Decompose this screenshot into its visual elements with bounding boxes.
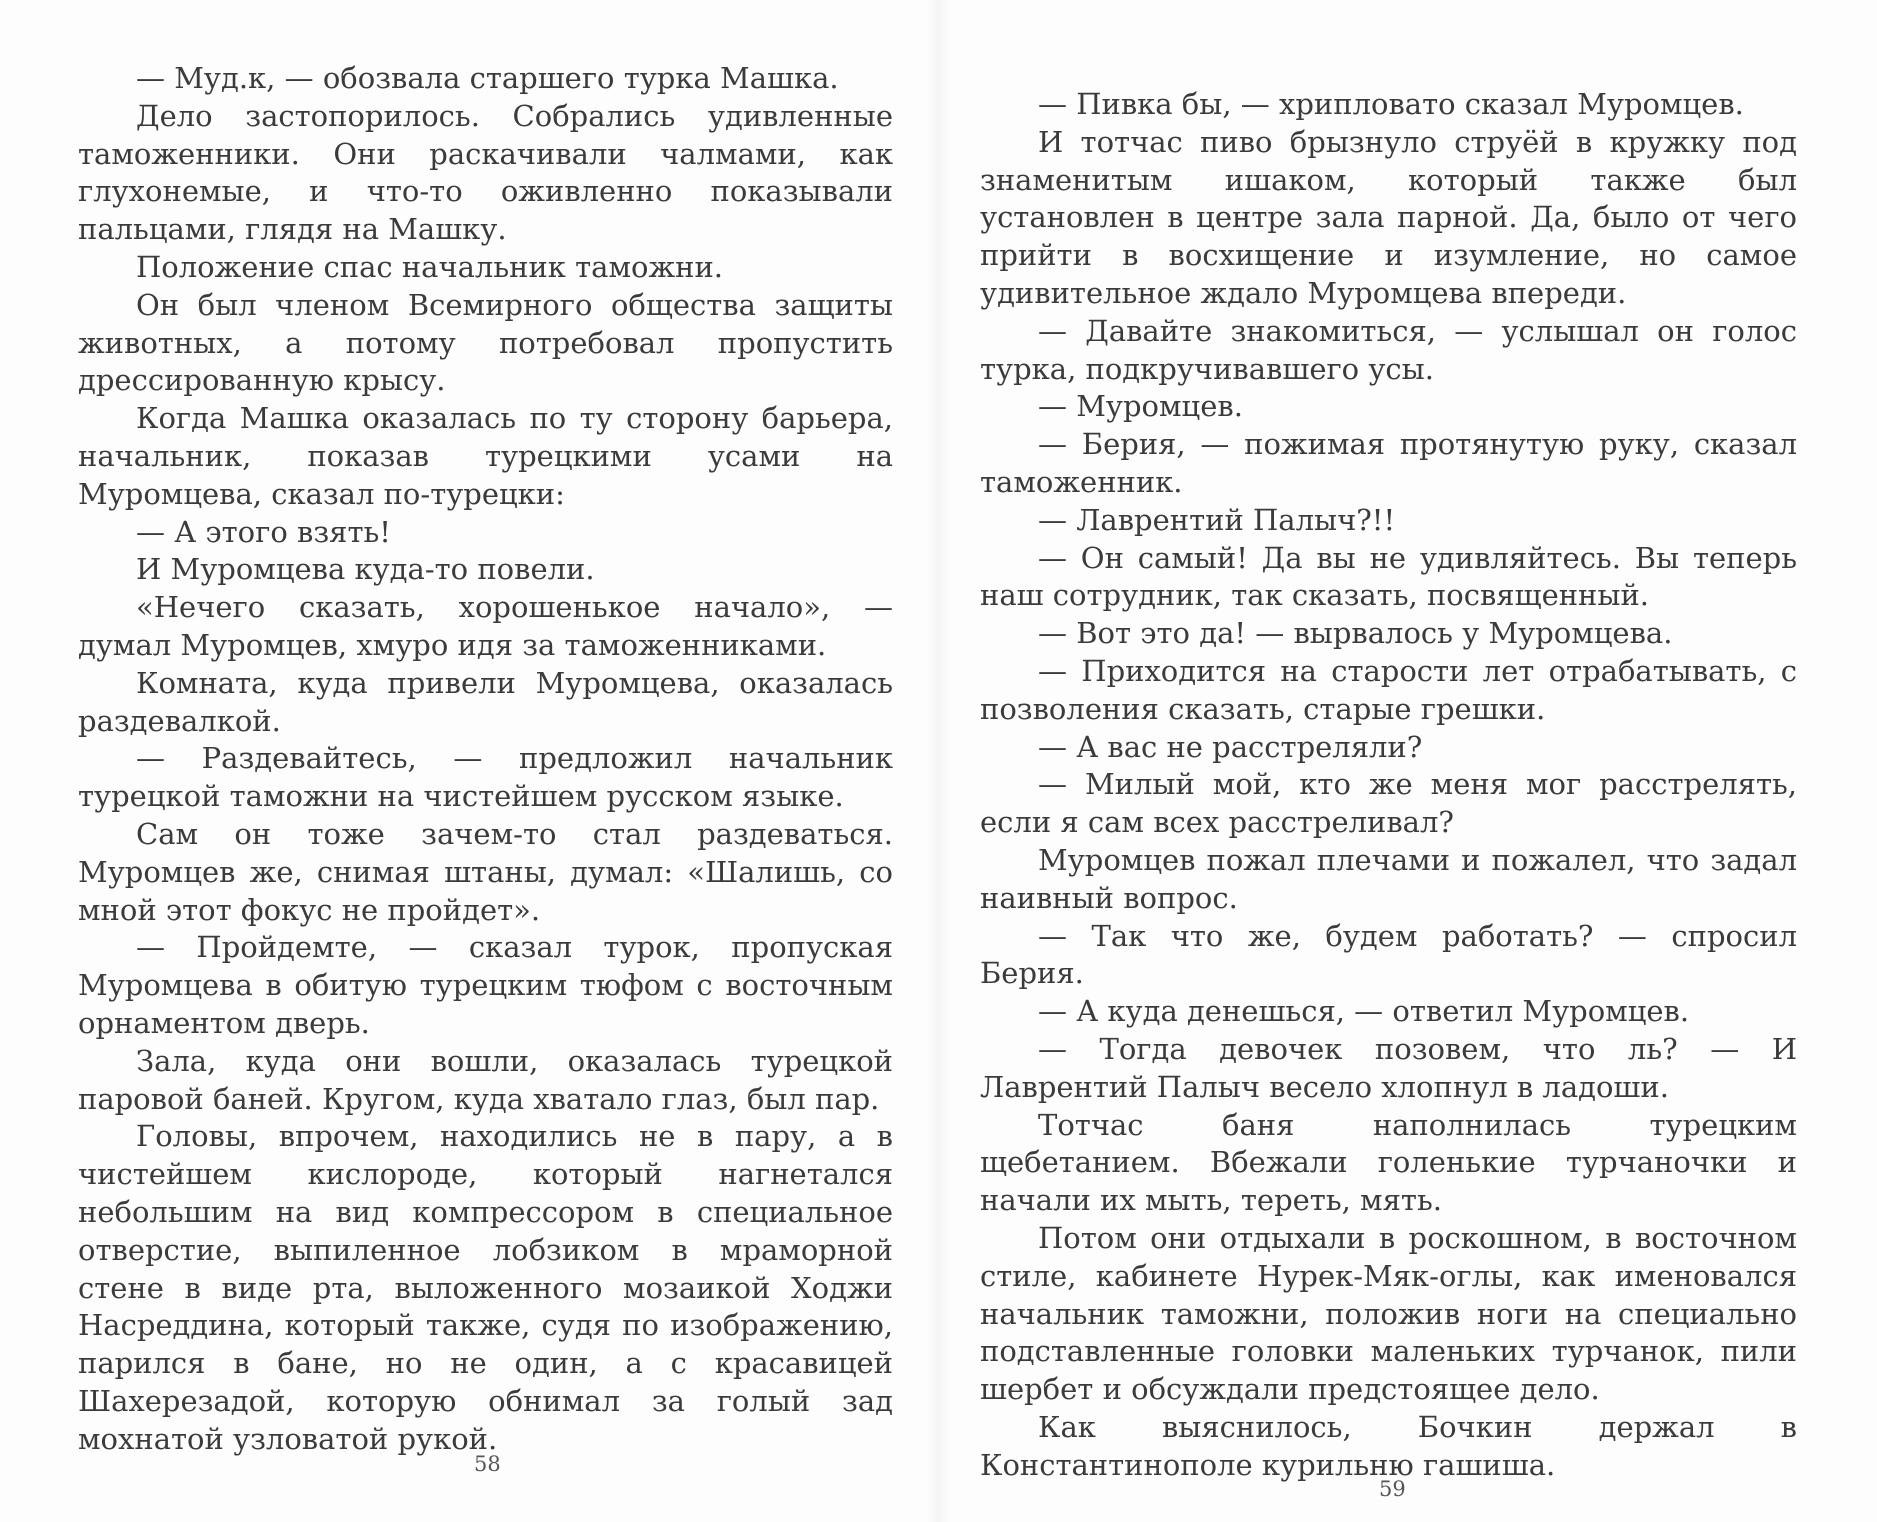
paragraph: — Так что же, будем работать? — спросил Берия. [980, 918, 1797, 991]
paragraph: — А вас не расстреляли? [1038, 729, 1423, 764]
paragraph: — Раздевайтесь, — предложил начальник турецкой таможни на чистейшем русском языке. [78, 741, 893, 814]
paragraph: — А этого взять! [136, 514, 391, 549]
paragraph: — Тогда девочек позовем, что ль? — И Лаврентий Палыч весело хлопнул в ладоши. [980, 1031, 1797, 1104]
left-page-text [78, 60, 893, 1458]
paragraph: — Пройдемте, — сказал турок, пропуская Муромцева в обитую турецким тюфом с восточным орнаментом дверь. [78, 930, 893, 1040]
right-page-text [980, 86, 1797, 1484]
page-number-right: 59 [1379, 1477, 1406, 1501]
paragraph: Комната, куда привели Муромцева, оказалась раздевалкой. [78, 665, 893, 738]
paragraph: — Берия, — пожимая протянутую руку, сказал таможенник. [980, 427, 1797, 499]
paragraph: Когда Машка оказалась по ту сторону барьера, начальник, показав турецкими усами на Муромцева, сказал по-турецки: [78, 401, 893, 511]
page-number-left: 58 [474, 1452, 501, 1476]
paragraph: Потом они отдыхали в роскошном, в восточном стиле, кабинете Нурек-Мяк-оглы, как именовался начальник таможни, положив ноги на специально подставленные головки маленьких турчанок, пили шербет и обсуждали предстоящее дело. [980, 1220, 1797, 1407]
paragraph: — Вот это да! — вырвалось у Муромцева. [1038, 616, 1673, 651]
paragraph: Тотчас баня наполнилась турецким щебетанием. Вбежали голенькие турчаночки и начали их мыть, тереть, мять. [980, 1107, 1797, 1218]
paragraph: Муромцев пожал плечами и пожалел, что задал наивный вопрос. [980, 842, 1797, 915]
paragraph: — Лаврентий Палыч?!! [1038, 502, 1396, 537]
paragraph: — Милый мой, кто же меня мог расстрелять, если я сам всех расстреливал? [980, 767, 1797, 840]
paragraph: Положение спас начальник таможни. [136, 249, 724, 284]
paragraph: — Давайте знакомиться, — услышал он голос турка, подкручивавшего усы. [980, 313, 1797, 386]
right-page [938, 0, 1877, 1522]
paragraph: — Пивка бы, — хрипловато сказал Муромцев. [1038, 87, 1744, 121]
paragraph: И тотчас пиво брызнуло струёй в кружку под знаменитым ишаком, который также был установлен в центре зала парной. Да, было от чего прийти в восхищение и изумление, но самое удивительное ждало Муромцева впереди. [980, 124, 1797, 310]
paragraph: «Нечего сказать, хорошенькое начало», — думал Муромцев, хмуро идя за таможенниками. [78, 590, 893, 662]
paragraph: — Приходится на старости лет отрабатывать, с позволения сказать, старые грешки. [980, 653, 1797, 726]
paragraph: Дело застопорилось. Собрались удивленные таможенники. Они раскачивали чалмами, как глухонемые, и что-то оживленно показывали пальцами, глядя на Машку. [78, 98, 893, 247]
paragraph: — Он самый! Да вы не удивляйтесь. Вы теперь наш сотрудник, так сказать, посвященный. [980, 540, 1797, 613]
paragraph: — А куда денешься, — ответил Муромцев. [1038, 994, 1690, 1029]
paragraph: Как выяснилось, Бочкин держал в Константинополе курильню гашиша. [980, 1409, 1797, 1482]
paragraph: И Муромцева куда-то повели. [136, 552, 595, 587]
paragraph: — Муромцев. [1038, 389, 1243, 424]
paragraph: Он был членом Всемирного общества защиты животных, а потому потребовал пропустить дрессированную крысу. [78, 287, 893, 398]
paragraph: — Муд.к, — обозвала старшего турка Машка. [136, 61, 839, 95]
paragraph: Головы, впрочем, находились не в пару, а в чистейшем кислороде, который нагнетался небольшим на вид компрессором в специальное отверстие, выпиленное лобзиком в мраморной стене в виде рта, выложенного мозаикой Ходжи Насреддина, который также, судя по изображению, парился в бане, но не один, а с красавицей Шахерезадой, которую обнимал за голый зад мохнатой узловатой рукой. [78, 1119, 893, 1456]
left-page [0, 0, 938, 1522]
paragraph: Сам он тоже зачем-то стал раздеваться. Муромцев же, снимая штаны, думал: «Шалишь, со мной этот фокус не пройдет». [78, 816, 893, 927]
paragraph: Зала, куда они вошли, оказалась турецкой паровой баней. Кругом, куда хватало глаз, был пар. [78, 1043, 893, 1116]
